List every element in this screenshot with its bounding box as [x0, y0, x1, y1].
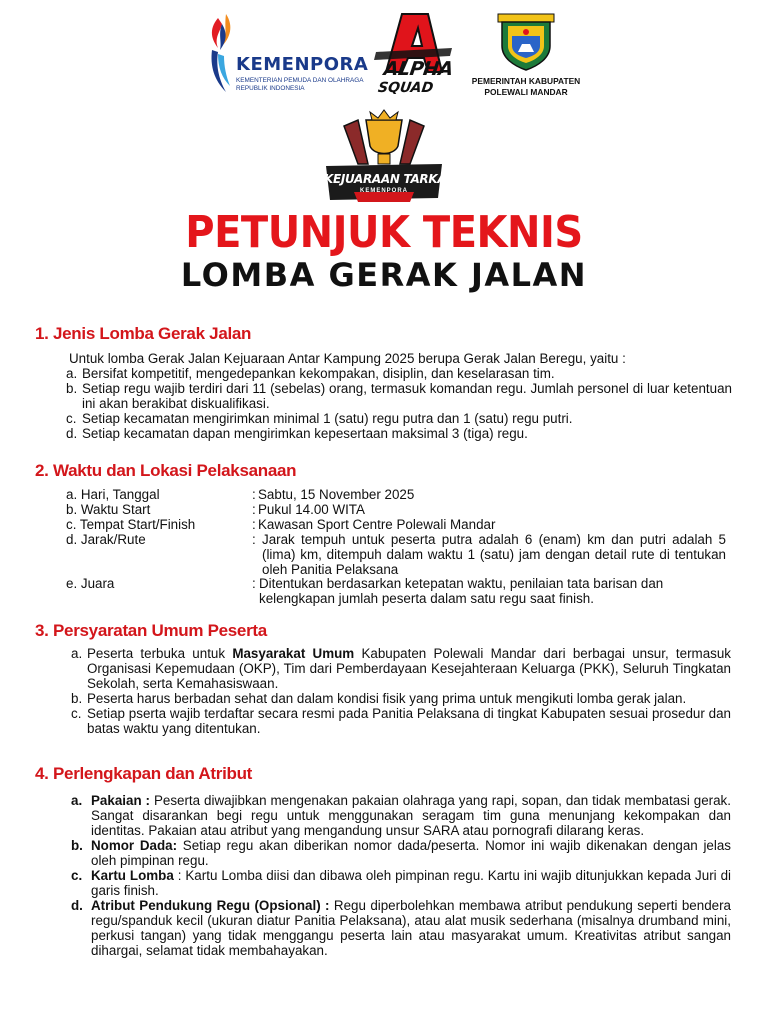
list-marker: c. — [71, 706, 82, 721]
list-text-lead: Peserta terbuka untuk — [87, 646, 233, 661]
section-1-intro: Untuk lomba Gerak Jalan Kejuaraan Antar Kampung 2025 berupa Gerak Jalan Beregu, yaitu : — [69, 351, 626, 366]
alpha-squad-word: SQUAD — [376, 80, 435, 96]
item-text: : Kartu Lomba diisi dan dibawa oleh pimpinan regu. Kartu ini wajib ditunjukkan kepada Juri di garis finish. — [91, 868, 731, 898]
list-text-rest: Kabupaten Polewali Mandar dari berbagai unsur, termasuk Organisasi Kepemudaan (OKP), Tim dari Pemberdayaan Kesejahteraan Keluarga (PKK), Seluruh Tingkatan Sekolah, serta Kemahasiswaan. — [87, 646, 731, 691]
section-3-list — [71, 646, 731, 736]
polewali-mandar-logo — [466, 12, 586, 100]
row-colon: : — [252, 576, 256, 591]
list-item — [66, 366, 732, 381]
list-marker: b. — [71, 691, 83, 706]
page-title: PETUNJUK TEKNIS — [185, 208, 583, 258]
item-title: Kartu Lomba — [91, 868, 174, 883]
kejuaraan-tarkam-trophy-icon — [314, 106, 458, 210]
row-label: b. Waktu Start — [66, 502, 151, 517]
list-item — [71, 691, 731, 706]
section-1-heading: 1. Jenis Lomba Gerak Jalan — [35, 324, 252, 343]
list-marker: b. — [71, 838, 83, 853]
kejuaraan-tarkam-emblem — [314, 106, 458, 210]
list-item — [71, 868, 731, 898]
item-title: Atribut Pendukung Regu (Opsional) : — [91, 898, 330, 913]
list-item — [66, 426, 732, 441]
row-label: c. Tempat Start/Finish — [66, 517, 196, 532]
section-1-list — [66, 366, 732, 441]
emblem-subtitle: KEMENPORA — [359, 188, 408, 194]
list-item — [71, 838, 731, 868]
kemenpora-name: KEMENPORA — [236, 54, 369, 75]
list-item — [66, 381, 732, 411]
row-value: Sabtu, 15 November 2025 — [258, 487, 415, 502]
kemenpora-ministry-line: KEMENTERIAN PEMUDA DAN OLAHRAGA — [236, 77, 364, 84]
list-item — [71, 898, 731, 958]
list-text — [91, 793, 731, 838]
list-text: Peserta harus berbadan sehat dan dalam kondisi fisik yang prima untuk mengikuti lomba gerak jalan. — [87, 691, 687, 706]
list-marker: d. — [66, 426, 78, 441]
highlight-text: Masyarakat Umum — [232, 646, 355, 661]
list-text: Setiap kecamatan mengirimkan minimal 1 (satu) regu putra dan 1 (satu) regu putri. — [82, 411, 573, 426]
row-value: Ditentukan berdasarkan ketepatan waktu, penilaian tata barisan dan kelengkapan jumlah peserta dalam satu regu saat finish. — [259, 576, 664, 606]
row-value: Jarak tempuh untuk peserta putra adalah 6 (enam) km dan putri adalah 5 (lima) km, ditempuh dalam waktu 1 (satu) jam dengan detail rute di tentukan oleh Panitia Pelaksana — [262, 532, 726, 577]
list-item — [71, 793, 731, 838]
list-text — [87, 646, 731, 691]
item-text: Peserta diwajibkan mengenakan pakaian olahraga yang rapi, sopan, dan tidak membatasi gerak. Sangat disarankan begi regu untuk menggunakan seragam tim guna menunjang kekompakan dan identitas. Pakaian atau atribut yang mengandung unsur SARA atau pornografi dilarang keras. — [91, 793, 731, 838]
list-marker: c. — [71, 868, 83, 883]
list-text — [91, 868, 731, 898]
alpha-squad-logo — [372, 10, 456, 100]
list-marker: d. — [71, 898, 83, 913]
section-2-heading: 2. Waktu dan Lokasi Pelaksanaan — [35, 461, 297, 480]
list-marker: c. — [66, 411, 77, 426]
polewali-mandar-crest-icon — [496, 12, 556, 72]
item-text: Regu diperbolehkan membawa atribut pendukung seperti bendera regu/spanduk kecil (ukuran diatur Panitia Pelaksana), atau alat musik sederhana (misalnya drumband mini, perkusi tangan) yang tidak menggangu peserta lain atau masyarakat umum. Kreativitas atribut sangan dihargai, selamat tidak membahayakan. — [91, 898, 732, 958]
section-4-heading: 4. Perlengkapan dan Atribut — [35, 764, 253, 783]
alpha-word: ALPHA — [382, 58, 455, 80]
polman-regency-line: POLEWALI MANDAR — [484, 87, 568, 97]
section-3-heading: 3. Persyaratan Umum Peserta — [35, 621, 267, 640]
list-text — [91, 898, 731, 958]
list-item — [66, 411, 732, 426]
row-colon: : — [252, 502, 256, 517]
row-colon: : — [252, 532, 256, 547]
kemenpora-country-line: REPUBLIK INDONESIA — [236, 85, 305, 92]
polman-government-line: PEMERINTAH KABUPATEN — [471, 76, 581, 86]
row-colon: : — [252, 487, 256, 502]
row-label: e. Juara — [66, 576, 115, 591]
item-title: Pakaian : — [91, 793, 151, 808]
emblem-title: KEJUARAAN TARKAM — [324, 172, 458, 186]
kemenpora-logo — [204, 14, 374, 100]
list-text: Setiap pserta wajib terdaftar secara resmi pada Panitia Pelaksana di tingkat Kabupaten sesuai prosedur dan batas waktu yang ditentukan. — [87, 706, 731, 736]
list-item — [71, 646, 731, 691]
row-colon: : — [252, 517, 256, 532]
list-text: Bersifat kompetitif, mengedepankan kekompakan, disiplin, dan keselarasan tim. — [82, 366, 555, 381]
list-text — [91, 838, 731, 868]
page-subtitle: LOMBA GERAK JALAN — [180, 256, 588, 294]
section-4-list — [71, 793, 731, 958]
item-title: Nomor Dada: — [91, 838, 178, 853]
list-marker: a. — [66, 366, 78, 381]
list-marker: a. — [71, 646, 83, 661]
list-text: Setiap regu wajib terdiri dari 11 (sebelas) orang, termasuk komandan regu. Jumlah personel di luar ketentuan ini akan berakibat diskualifikasi. — [82, 381, 732, 411]
row-label: d. Jarak/Rute — [66, 532, 146, 547]
row-value: Kawasan Sport Centre Polewali Mandar — [258, 517, 496, 532]
list-item — [71, 706, 731, 736]
list-marker: b. — [66, 381, 78, 396]
list-marker: a. — [71, 793, 83, 808]
row-value: Pukul 14.00 WITA — [258, 502, 365, 517]
header-logos — [0, 10, 768, 100]
row-label: a. Hari, Tanggal — [66, 487, 160, 502]
list-text: Setiap kecamatan dapan mengirimkan kepesertaan maksimal 3 (tiga) regu. — [82, 426, 528, 441]
item-text: Setiap regu akan diberikan nomor dada/peserta. Nomor ini wajib dikenakan dengan jelas oleh pimpinan regu. — [91, 838, 731, 868]
